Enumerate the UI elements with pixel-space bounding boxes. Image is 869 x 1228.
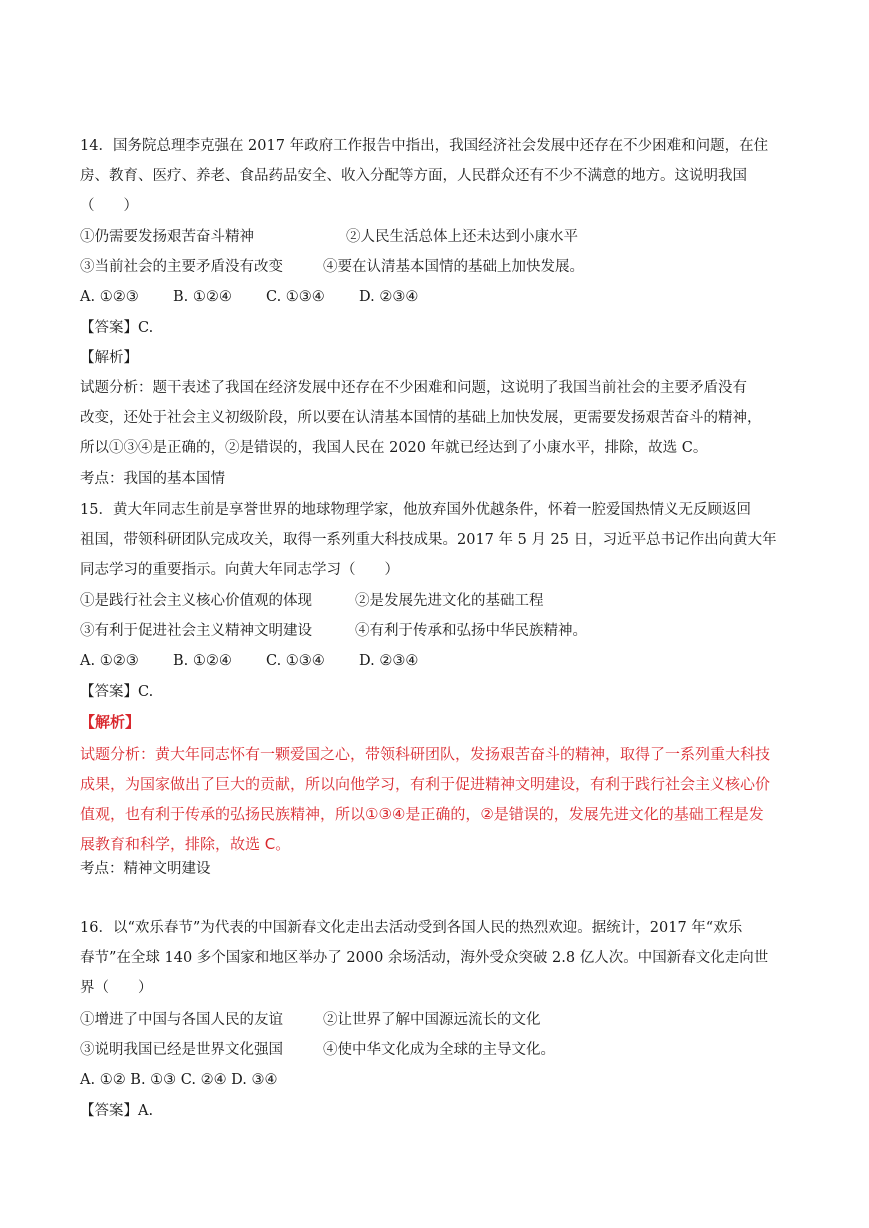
q15-point: 考点：精神文明建设: [80, 861, 211, 877]
q14-analysis-title: 【解析】: [80, 350, 138, 366]
q16-answer: 【答案】A.: [80, 1103, 154, 1119]
q14-stem-line-1: 14．国务院总理李克强在 2017 年政府工作报告中指出，我国经济社会发展中还存在不少困难和问题，在住: [80, 138, 769, 154]
q14-answer: 【答案】C.: [80, 320, 154, 336]
q14-analysis-line-2: 改变，还处于社会主义初级阶段，所以要在认清基本国情的基础上加快发展，更需要发扬艰苦奋斗的精神，: [80, 410, 762, 426]
q14-option-1: ①仍需要发扬艰苦奋斗精神: [80, 229, 254, 245]
q15-option-4: ④有利于传承和弘扬中华民族精神。: [355, 623, 587, 639]
q15-analysis-line-4: 展教育和科学，排除，故选 C。: [80, 835, 291, 853]
q14-choice-c: C. ①③④: [266, 289, 325, 305]
q15-option-3: ③有利于促进社会主义精神文明建设: [80, 623, 312, 639]
q14-options-row-1: [80, 227, 578, 247]
q14-choices: [80, 287, 418, 307]
q15-option-2: ②是发展先进文化的基础工程: [355, 593, 544, 609]
q14-option-2: ②人民生活总体上还未达到小康水平: [346, 229, 578, 245]
q14-options-row-2: [80, 257, 584, 277]
q15-analysis-line-1: 试题分析：黄大年同志怀有一颗爱国之心，带领科研团队，发扬艰苦奋斗的精神，取得了一系列重大科技: [80, 745, 771, 763]
q15-choice-c: C. ①③④: [266, 653, 325, 669]
q16-option-2: ②让世界了解中国源远流长的文化: [323, 1012, 541, 1028]
q14-paren: （ ）: [80, 198, 138, 214]
q15-stem-line-1: 15．黄大年同志生前是享誉世界的地球物理学家，他放弃国外优越条件，怀着一腔爱国热情义无反顾返回: [80, 502, 751, 518]
q14-analysis-line-3: 所以①③④是正确的，②是错误的，我国人民在 2020 年就已经达到了小康水平，排除，故选 C。: [80, 440, 708, 456]
q14-choice-b: B. ①②④: [173, 289, 232, 305]
q15-choice-b: B. ①②④: [173, 653, 232, 669]
q15-choice-a: A. ①②③: [80, 653, 139, 669]
q16-stem-line-2: 春节”在全球 140 多个国家和地区举办了 2000 余场活动，海外受众突破 2.8 亿人次。中国新春文化走向世: [80, 950, 769, 966]
q14-analysis-line-1: 试题分析：题干表述了我国在经济发展中还存在不少困难和问题，这说明了我国当前社会的主要矛盾没有: [80, 380, 747, 396]
q16-stem-line-3: 界（ ）: [80, 980, 153, 996]
q14-choice-a: A. ①②③: [80, 289, 139, 305]
q15-option-1: ①是践行社会主义核心价值观的体现: [80, 593, 312, 609]
q15-analysis-line-3: 值观，也有利于传承的弘扬民族精神，所以①③④是正确的，②是错误的，发展先进文化的基础工程是发: [80, 805, 764, 823]
q14-option-3: ③当前社会的主要矛盾没有改变: [80, 259, 283, 275]
q14-point: 考点：我国的基本国情: [80, 471, 225, 487]
q16-option-4: ④使中华文化成为全球的主导文化。: [323, 1042, 555, 1058]
q15-options-row-2: [80, 621, 587, 641]
q15-analysis-line-2: 成果，为国家做出了巨大的贡献，所以向他学习，有利于促进精神文明建设，有利于践行社会主义核心价: [80, 775, 771, 793]
q14-option-4: ④要在认清基本国情的基础上加快发展。: [323, 259, 584, 275]
q15-analysis-title: 【解析】: [80, 713, 141, 731]
q16-choices: A. ①② B. ①③ C. ②④ D. ③④: [80, 1072, 278, 1088]
q15-answer: 【答案】C.: [80, 684, 154, 700]
q16-option-3: ③说明我国已经是世界文化强国: [80, 1042, 283, 1058]
q15-choice-d: D. ②③④: [359, 653, 419, 669]
q16-stem-line-1: 16．以“欢乐春节”为代表的中国新春文化走出去活动受到各国人民的热烈欢迎。据统计，2017 年“欢乐: [80, 920, 743, 936]
q16-options-row-2: [80, 1040, 555, 1060]
q15-options-row-1: [80, 591, 544, 611]
q15-stem-line-3: 同志学习的重要指示。向黄大年同志学习（ ）: [80, 562, 399, 578]
q16-option-1: ①增进了中国与各国人民的友谊: [80, 1012, 283, 1028]
q15-choices: [80, 651, 418, 671]
q16-options-row-1: [80, 1010, 541, 1030]
q14-stem-line-2: 房、教育、医疗、养老、食品药品安全、收入分配等方面，人民群众还有不少不满意的地方。这说明我国: [80, 168, 747, 184]
q15-stem-line-2: 祖国，带领科研团队完成攻关，取得一系列重大科技成果。2017 年 5 月 25 日，习近平总书记作出向黄大年: [80, 532, 777, 548]
q14-choice-d: D. ②③④: [359, 289, 419, 305]
